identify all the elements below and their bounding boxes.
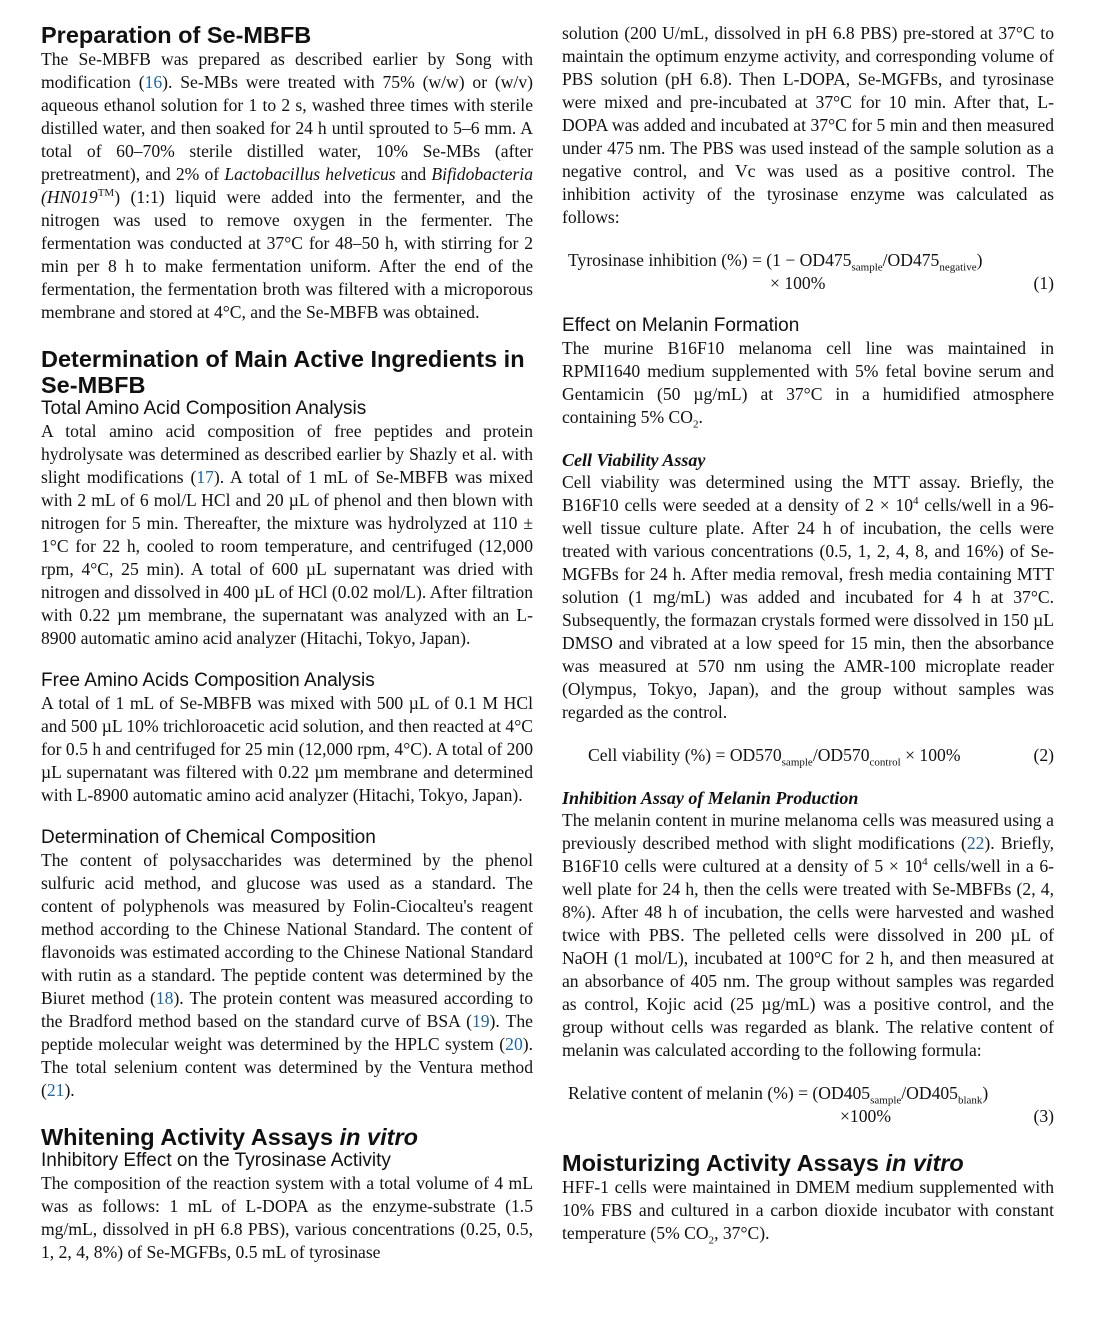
text: The melanin content in murine melanoma cells was measured using a previously described method with slight modifications ( xyxy=(562,810,1054,853)
paragraph-melanin-production xyxy=(562,809,1054,1062)
text: × 100% xyxy=(900,745,961,765)
text: in vitro xyxy=(339,1124,418,1150)
heading-moisturizing xyxy=(562,1150,1054,1176)
heading-melanin-production: Inhibition Assay of Melanin Production xyxy=(562,788,859,808)
text: Tyrosinase inhibition (%) = (1 − OD475 xyxy=(568,250,852,270)
text: /OD405 xyxy=(901,1083,958,1103)
heading-tyrosinase: Inhibitory Effect on the Tyrosinase Activity xyxy=(41,1150,391,1171)
text: 4 xyxy=(913,495,919,508)
text: × 100% xyxy=(770,273,826,293)
paragraph-tyrosinase: The composition of the reaction system with a total volume of 4 mL was as follows: 1 mL of L-DOPA as the enzyme-substrate (1.5 mg/mL, dissolved in pH 6.8 PBS), various concentrations (0.25, 0.5, 1, 2, 4, 8%) of Se-MGFBs, 0.5 mL of tyrosinase xyxy=(41,1173,533,1262)
heading-melanin-formation: Effect on Melanin Formation xyxy=(562,315,800,336)
text: sample xyxy=(870,1094,902,1107)
heading-chemical-composition: Determination of Chemical Composition xyxy=(41,827,376,848)
paragraph-total-amino-acid xyxy=(41,420,533,650)
text: 2 xyxy=(692,418,699,431)
text: control xyxy=(869,756,901,769)
text: ). Se-MBs were treated with 75% (w/w) or (w/v) aqueous ethanol solution for 1 to 2 s, washed three times with sterile distilled water, and then soaked for 24 h until sprouted to 5–6 mm. A total of 60–70% sterile distilled water, 10% Se-MBs (after pretreatment), and 2% of xyxy=(41,72,533,184)
paragraph-tyrosinase-continued: solution (200 U/mL, dissolved in pH 6.8 PBS) pre-stored at 37°C to maintain the optimum enzyme activity, and corresponding volume of PBS solution (pH 6.8). Then L-DOPA, Se-MGFBs, and tyrosinase were mixed and pre-incubated at 37°C for 10 min. After that, L-DOPA was added and incubated at 37°C for 5 min and then measured under 475 nm. The PBS was used instead of the sample solution as a negative control, and Vc was used as a positive control. The inhibition activity of the tyrosinase enzyme was calculated as follows: xyxy=(562,23,1054,227)
equation-1 xyxy=(562,249,1054,295)
text: ). The protein content was measured according to the Bradford method based on the standard curve of BSA ( xyxy=(41,988,533,1031)
text: A total amino acid composition of free peptides and protein hydrolysate was determined as described earlier by Shazly et al. with slight modifications ( xyxy=(41,421,533,487)
left-column xyxy=(41,22,533,1264)
citation-link[interactable]: 21 xyxy=(46,1080,65,1100)
text: /OD570 xyxy=(812,745,870,765)
heading-preparation: Preparation of Se-MBFB xyxy=(41,22,312,48)
text: cells/well in a 96-well tissue culture plate. After 24 h of incubation, the cells were treated with various concentrations (0.5, 1, 2, 4, 8, and 16%) of Se-MGFBs for 24 h. After media removal, fresh media containing MTT solution (1 mg/mL) was added and incubated for 4 h at 37°C. Subsequently, the formazan crystals formed were dissolved in 150 µL DMSO and vibrated at a low speed for 15 min, then the absorbance was measured at 570 nm using the AMR-100 microplate reader (Olympus, Tokyo, Japan), and the group without samples was regarded as the control. xyxy=(562,495,1054,722)
text: in vitro xyxy=(885,1150,964,1176)
citation-link[interactable]: 17 xyxy=(196,467,214,487)
right-column xyxy=(562,22,1054,1245)
text: blank xyxy=(957,1094,983,1107)
text: , 37°C). xyxy=(714,1223,770,1243)
text: Cell viability (%) = OD570 xyxy=(588,745,782,765)
equation-number: (2) xyxy=(1033,745,1054,765)
text: ). The peptide molecular weight was determined by the HPLC system ( xyxy=(41,1011,533,1054)
text: Moisturizing Activity Assays xyxy=(562,1150,886,1176)
text: and xyxy=(395,164,432,184)
text: Relative content of melanin (%) = (OD405 xyxy=(568,1083,871,1103)
paragraph-moisturizing xyxy=(562,1176,1054,1245)
species-name: Lactobacillus helveticus xyxy=(224,164,396,184)
text: HFF-1 cells were maintained in DMEM medium supplemented with 10% FBS and cultured in a carbon dioxide incubator with constant temperature (5% CO xyxy=(562,1177,1054,1243)
text: The Se-MBFB was prepared as described earlier by Song with modification ( xyxy=(41,49,533,92)
paragraph-melanin-formation xyxy=(562,337,1054,429)
text: ) xyxy=(982,1083,989,1103)
heading-cell-viability: Cell Viability Assay xyxy=(562,450,706,470)
text: ). The total selenium content was determined by the Ventura method ( xyxy=(41,1034,533,1100)
text: ). xyxy=(64,1080,75,1100)
text: . xyxy=(698,407,703,427)
text: Whitening Activity Assays xyxy=(41,1124,340,1150)
text: negative xyxy=(939,261,977,274)
text: (1:1) liquid were added into the fermenter, and the nitrogen was used to remove oxygen in the fermenter. The fermentation was conducted at 37°C for 48–50 h, with stirring for 2 min per 8 h to make fermentation uniform. After the end of the fermentation, the fermentation broth was filtered with a microporous membrane and stored at 4°C, and the Se-MBFB was obtained. xyxy=(41,187,533,322)
text: The murine B16F10 melanoma cell line was maintained in RPMI1640 medium supplemented with 5% fetal bovine serum and Gentamicin (50 µg/mL) at 37°C in a humidified atmosphere containing 5% CO xyxy=(562,338,1054,427)
equation-2 xyxy=(562,744,1054,767)
citation-link[interactable]: 20 xyxy=(505,1034,523,1054)
heading-free-amino-acids: Free Amino Acids Composition Analysis xyxy=(41,670,375,691)
text: The content of polysaccharides was determined by the phenol sulfuric acid method, and glucose was used as a standard. The content of polyphenols was measured by Folin-Ciocalteu's reagent method according to the Chinese National Standard. The content of flavonoids was estimated according to the Chinese National Standard with rutin as a standard. The peptide content was determined by the Biuret method ( xyxy=(41,850,533,1008)
text: ). Briefly, B16F10 cells were cultured at a density of 5 × 10 xyxy=(562,833,1054,876)
text: 2 xyxy=(708,1234,715,1247)
text: 4 xyxy=(922,856,928,869)
text: cells/well in a 6-well plate for 24 h, then the cells were treated with Se-MBFBs (2, 4, 8%). After 48 h of incubation, the cells were harvested and washed twice with PBS. The pelleted cells were dissolved in 200 µL of NaOH (1 mol/L), incubated at 100°C for 2 h, and then measured at an absorbance of 405 nm. The group without samples was regarded as control, Kojic acid (25 µg/mL) was a positive control, and the group without cells was regarded as blank. The relative content of melanin was calculated according to the following formula: xyxy=(562,856,1054,1060)
citation-link[interactable]: 22 xyxy=(966,833,985,853)
text: /OD475 xyxy=(882,250,940,270)
heading-total-amino-acid: Total Amino Acid Composition Analysis xyxy=(41,398,367,419)
paragraph-free-amino-acids: A total of 1 mL of Se-MBFB was mixed with 500 µL of 0.1 M HCl and 500 µL 10% trichloroacetic acid solution, and then reacted at 4°C for 0.5 h and centrifuged for 25 min (12,000 rpm, 4°C). A total of 200 µL supernatant was filtered with 0.22 µm membrane and determined with L-8900 automatic amino acid analyzer (Hitachi, Tokyo, Japan). xyxy=(41,693,533,805)
text: ) xyxy=(976,250,983,270)
species-name: Bifidobacteria (HN019 xyxy=(41,164,533,207)
heading-whitening xyxy=(41,1124,533,1150)
text: ). A total of 1 mL of Se-MBFB was mixed with 2 mL of 6 mol/L HCl and 20 µL of phenol and then blown with nitrogen for 5 min. Thereafter, the mixture was hydrolyzed at 110 ± 1°C for 22 h, cooled to room temperature, and centrifuged (12,000 rpm, 4°C, 25 min). A total of 600 µL supernatant was dried with nitrogen and dissolved in 400 µL of HCl (0.02 mol/L). After filtration with 0.22 µm membrane, the supernatant was analyzed with an L-8900 automatic amino acid analyzer (Hitachi, Tokyo, Japan). xyxy=(41,467,534,648)
citation-link[interactable]: 19 xyxy=(471,1011,490,1031)
equation-3 xyxy=(562,1082,1054,1128)
paragraph-cell-viability xyxy=(562,471,1054,724)
citation-link[interactable]: 16 xyxy=(144,72,163,92)
text: ) xyxy=(114,187,121,207)
heading-determination: Determination of Main Active Ingredients in Se-MBFB xyxy=(41,346,525,398)
text: ×100% xyxy=(840,1106,891,1126)
text: sample xyxy=(851,261,883,274)
paragraph-chemical-composition xyxy=(41,849,533,1102)
citation-link[interactable]: 18 xyxy=(155,988,174,1008)
paragraph-preparation xyxy=(41,48,533,324)
trademark: TM xyxy=(97,187,115,200)
text: Cell viability was determined using the MTT assay. Briefly, the B16F10 cells were seeded at a density of 2 × 10 xyxy=(562,472,1054,515)
text: sample xyxy=(781,756,813,769)
equation-number: (1) xyxy=(1033,273,1054,293)
equation-number: (3) xyxy=(1033,1106,1054,1126)
